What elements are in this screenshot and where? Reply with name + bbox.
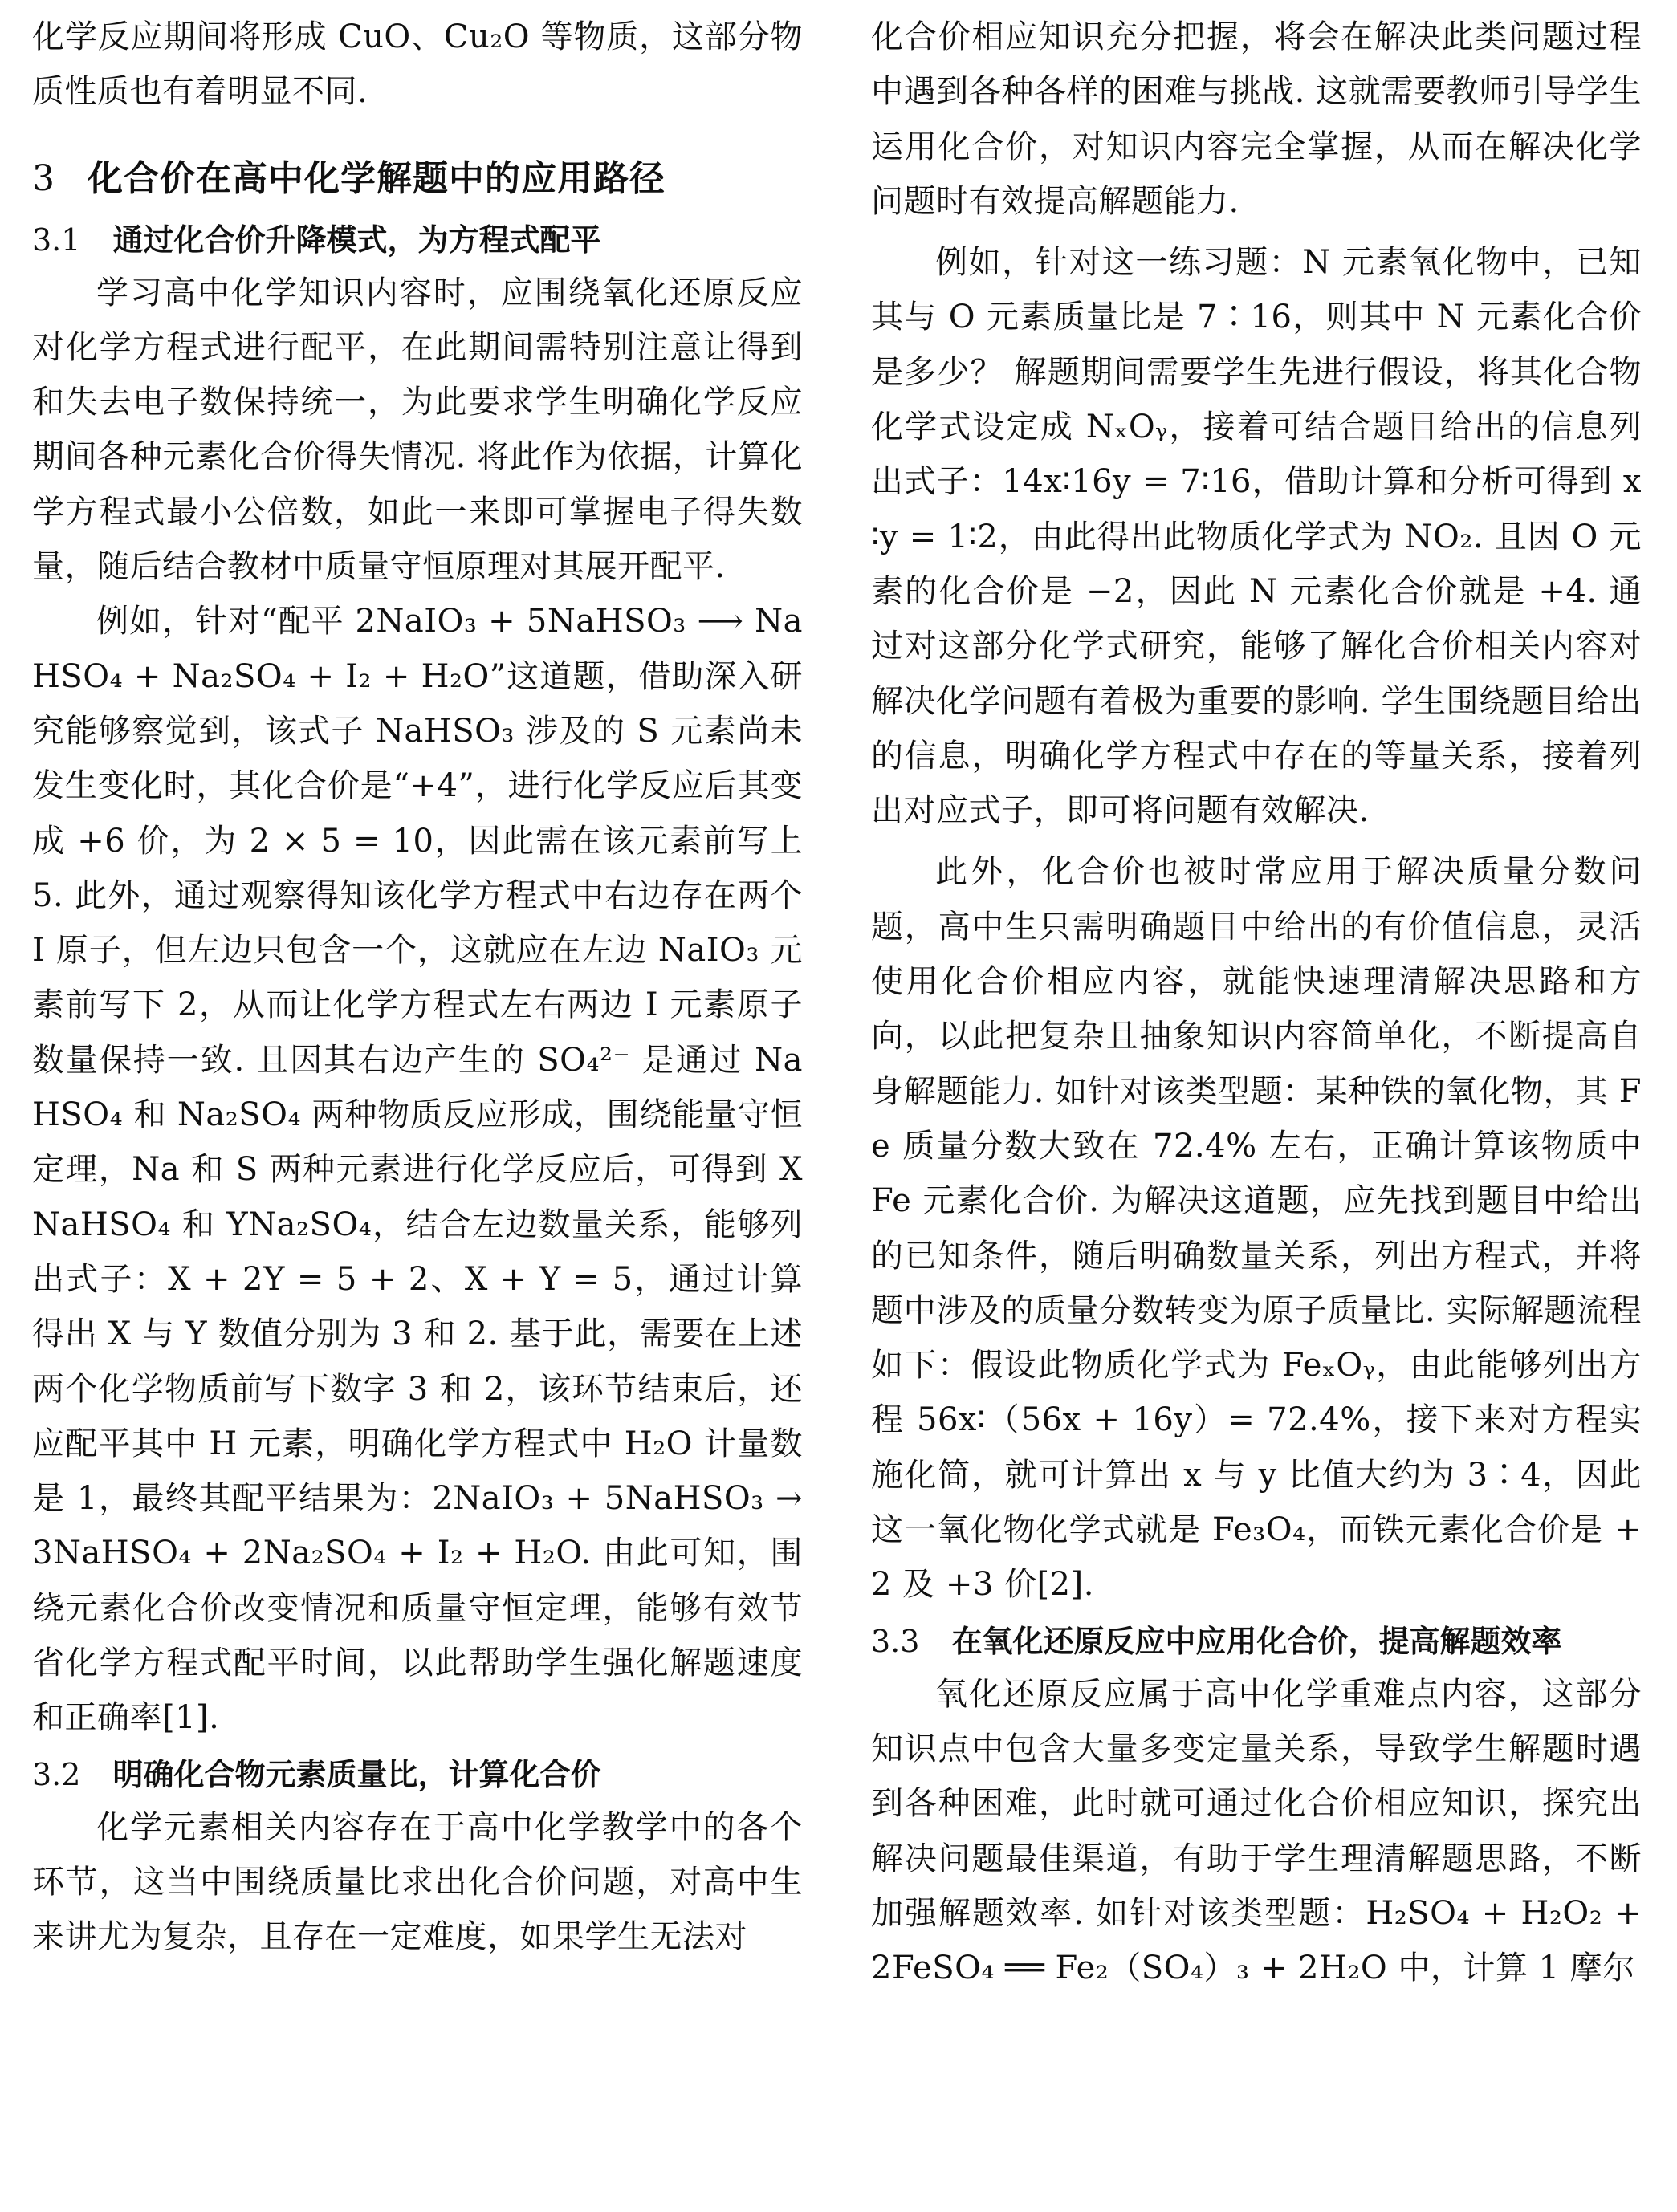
paragraph: 例如，针对“配平 2NaIO₃ + 5NaHSO₃ ⟶ NaHSO₄ + Na₂SO₄ + I₂ + H₂O”这道题，借助深入研究能够察觉到，该式子 NaHSO₃ 涉及的 S 元素尚未发生变化时，其化合价是“+4”，进行化学反应后其变成 +6 价，为 2 × 5 = 10，因此需在该元素前写上 5. 此外，通过观察得知该化学方程式中右边存在两个 I 原子，但左边只包含一个，这就应在左边 NaIO₃ 元素前写下 2，从而让化学方程式左右两边 I 元素原子数量保持一致. 且因其右边产生的 SO₄²⁻ 是通过 NaHSO₄ 和 Na₂SO₄ 两种物质反应形成，围绕能量守恒定理，Na 和 S 两种元素进行化学反应后，可得到 XNaHSO₄ 和 YNa₂SO₄，结合左边数量关系，能够列出式子：X + 2Y = 5 + 2、X + Y = 5，通过计算得出 X 与 Y 数值分别为 3 和 2. 基于此，需要在上述两个化学物质前写下数字 3 和 2，该环节结束后，还应配平其中 H 元素，明确化学方程式中 H₂O 计量数是 1，最终其配平结果为：2NaIO₃ + 5NaHSO₃ → 3NaHSO₄ + 2Na₂SO₄ + I₂ + H₂O. 由此可知，围绕元素化合价改变情况和质量守恒定理，能够有效节省化学方程式配平时间，以此帮助学生强化解题速度和正确率[1]. xyxy=(32,603,803,1737)
subsection-title: 通过化合价升降模式，为方程式配平 xyxy=(112,222,601,258)
subsection-heading-3-2 xyxy=(32,1752,803,1797)
paragraph: 学习高中化学知识内容时，应围绕氧化还原反应对化学方程式进行配平，在此期间需特别注意让得到和失去电子数保持统一，为此要求学生明确化学反应期间各种元素化合价得失情况. 将此作为依据，计算化学方程式最小公倍数，如此一来即可掌握电子得失数量，随后结合教材中质量守恒原理对其展开配平. xyxy=(32,274,803,586)
paragraph: 此外，化合价也被时常应用于解决质量分数问题，高中生只需明确题目中给出的有价值信息，灵活使用化合价相应内容，就能快速理清解决思路和方向，以此把复杂且抽象知识内容简单化，不断提高自身解题能力. 如针对该类型题：某种铁的氧化物，其 Fe 质量分数大致在 72.4% 左右，正确计算该物质中 Fe 元素化合价. 为解决这道题，应先找到题目中给出的已知条件，随后明确数量关系，列出方程式，并将题中涉及的质量分数转变为原子质量比. 实际解题流程如下：假设此物质化学式为 FeₓOᵧ，由此能够列出方程 56x∶（56x + 16y）= 72.4%，接下来对方程实施化简，就可计算出 x 与 y 比值大约为 3∶4，因此这一氧化物化学式就是 Fe₃O₄，而铁元素化合价是 +2 及 +3 价[2]. xyxy=(871,853,1642,1604)
section-heading-3 xyxy=(32,155,803,203)
subsection-number: 3.1 xyxy=(32,222,81,258)
subsection-heading-3-1 xyxy=(32,218,803,262)
paragraph: 化学元素相关内容存在于高中化学教学中的各个环节，这当中围绕质量比求出化合价问题，对高中生来讲尤为复杂，且存在一定难度，如果学生无法对 xyxy=(32,1808,803,1956)
section-title: 化合价在高中化学解题中的应用路径 xyxy=(88,157,666,199)
subsection-title: 在氧化还原反应中应用化合价，提高解题效率 xyxy=(951,1623,1562,1659)
paragraph: 化学反应期间将形成 CuO、Cu₂O 等物质，这部分物质性质也有着明显不同. xyxy=(32,18,803,111)
paragraph: 氧化还原反应属于高中化学重难点内容，这部分知识点中包含大量多变定量关系，导致学生解题时遇到各种困难，此时就可通过化合价相应知识，探究出解决问题最佳渠道，有助于学生理清解题思路，不断加强解题效率. 如针对该类型题：H₂SO₄ + H₂O₂ + 2FeSO₄ ══ Fe₂（SO₄）₃ + 2H₂O 中，计算 1 摩尔 xyxy=(871,1675,1642,1987)
subsection-number: 3.2 xyxy=(32,1756,81,1792)
left-column xyxy=(32,10,803,1965)
paragraph: 例如，针对这一练习题：N 元素氧化物中，已知其与 O 元素质量比是 7∶16，则其中 N 元素化合价是多少？ 解题期间需要学生先进行假设，将其化合物化学式设定成 NₓOᵧ，接着可结合题目给出的信息列出式子：14x∶16y = 7∶16，借助计算和分析可得到 x∶y = 1∶2，由此得出此物质化学式为 NO₂. 且因 O 元素的化合价是 −2，因此 N 元素化合价就是 +4. 通过对这部分化学式研究，能够了解化合价相关内容对解决化学问题有着极为重要的影响. 学生围绕题目给出的信息，明确化学方程式中存在的等量关系，接着列出对应式子，即可将问题有效解决. xyxy=(871,244,1642,830)
subsection-title: 明确化合物元素质量比，计算化合价 xyxy=(112,1756,601,1792)
section-number: 3 xyxy=(32,157,55,199)
paragraph: 化合价相应知识充分把握，将会在解决此类问题过程中遇到各种各样的困难与挑战. 这就需要教师引导学生运用化合价，对知识内容完全掌握，从而在解决化学问题时有效提高解题能力. xyxy=(871,18,1642,220)
subsection-heading-3-3 xyxy=(871,1619,1642,1664)
subsection-number: 3.3 xyxy=(871,1623,920,1659)
right-column xyxy=(871,10,1642,1995)
